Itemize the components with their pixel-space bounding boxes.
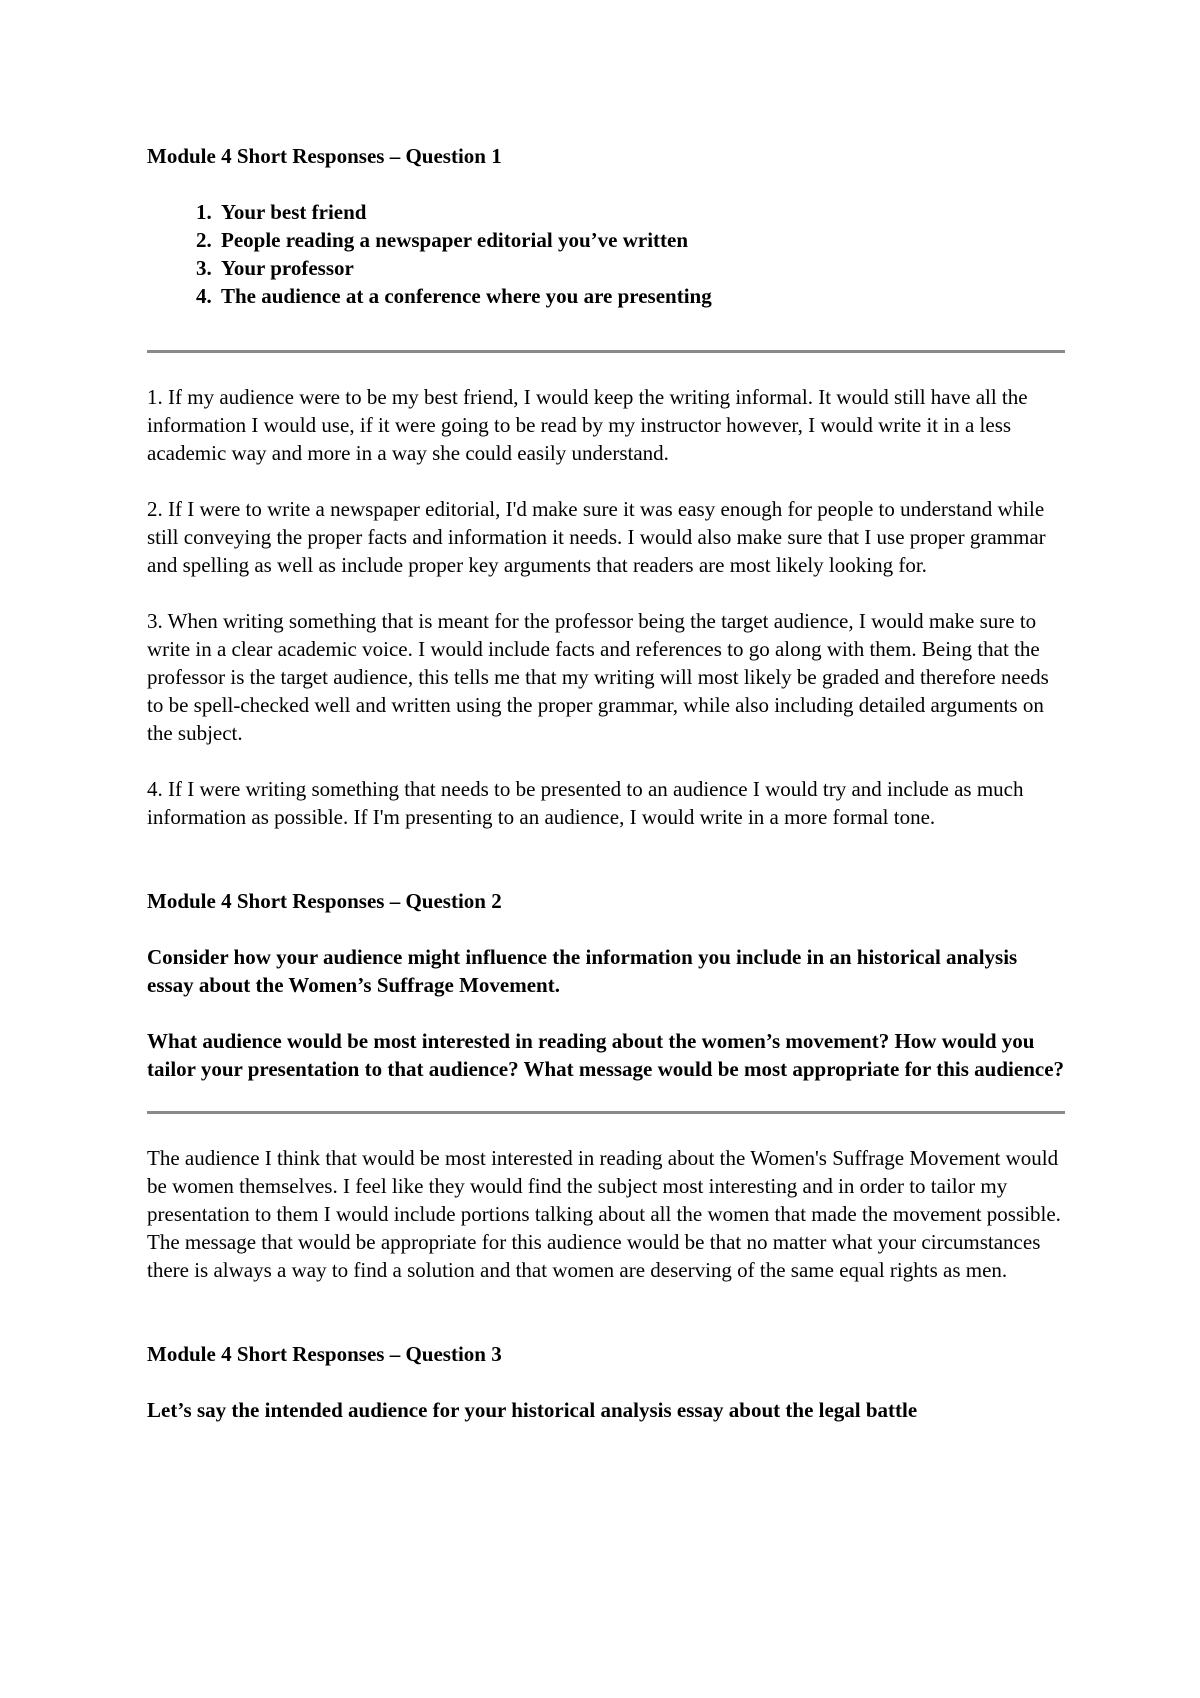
q2-prompt-1: Consider how your audience might influence the information you include in an historical analysis essay about the Women’s Suffrage Movement. (147, 945, 1018, 997)
q1-answer-1: 1. If my audience were to be my best friend, I would keep the writing informal. It would still have all the information I would use, if it were going to be read by my instructor however, I would write it in a less academic way and more in a way she could easily understand. (147, 385, 1028, 465)
q1-answer-2: 2. If I were to write a newspaper editorial, I'd make sure it was easy enough for people to understand while still conveying the proper facts and information it needs. I would also make sure that I use proper grammar and spelling as well as include proper key arguments that readers are most likely looking for. (147, 497, 1046, 577)
q1-prompt-list (147, 198, 1065, 310)
q1-divider (147, 350, 1065, 353)
section-gap (147, 859, 1065, 887)
q1-prompt-item: 3. Your professor (217, 254, 1065, 282)
q1-prompt-item: 2. People reading a newspaper editorial you’ve written (217, 226, 1065, 254)
document-page (147, 142, 1065, 1452)
q1-prompt-item: 1. Your best friend (217, 198, 1065, 226)
q1-heading: Module 4 Short Responses – Question 1 (147, 144, 502, 168)
q3-prompt-1: Let’s say the intended audience for your historical analysis essay about the legal battle (147, 1398, 918, 1422)
q2-heading: Module 4 Short Responses – Question 2 (147, 889, 502, 913)
q2-prompt-2: What audience would be most interested in reading about the women’s movement? How would you tailor your presentation to that audience? What message would be most appropriate for this audience? (147, 1029, 1065, 1081)
q2-divider (147, 1111, 1065, 1114)
q1-answer-3: 3. When writing something that is meant for the professor being the target audience, I would make sure to write in a clear academic voice. I would include facts and references to go along with them. Being that the professor is the target audience, this tells me that my writing will most likely be graded and therefore needs to be spell-checked well and written using the proper grammar, while also including detailed arguments on the subject. (147, 609, 1049, 745)
q1-answer-4: 4. If I were writing something that needs to be presented to an audience I would try and include as much information as possible. If I'm presenting to an audience, I would write in a more formal tone. (147, 777, 1024, 829)
section-gap (147, 1312, 1065, 1340)
q3-heading: Module 4 Short Responses – Question 3 (147, 1342, 502, 1366)
q2-answer: The audience I think that would be most interested in reading about the Women's Suffrage Movement would be women themselves. I feel like they would find the subject most interesting and in order to tailor my presentation to them I would include portions talking about all the women that made the movement possible. The message that would be appropriate for this audience would be that no matter what your circumstances there is always a way to find a solution and that women are deserving of the same equal rights as men. (147, 1146, 1061, 1282)
q1-prompt-item: 4. The audience at a conference where you are presenting (217, 282, 1065, 310)
